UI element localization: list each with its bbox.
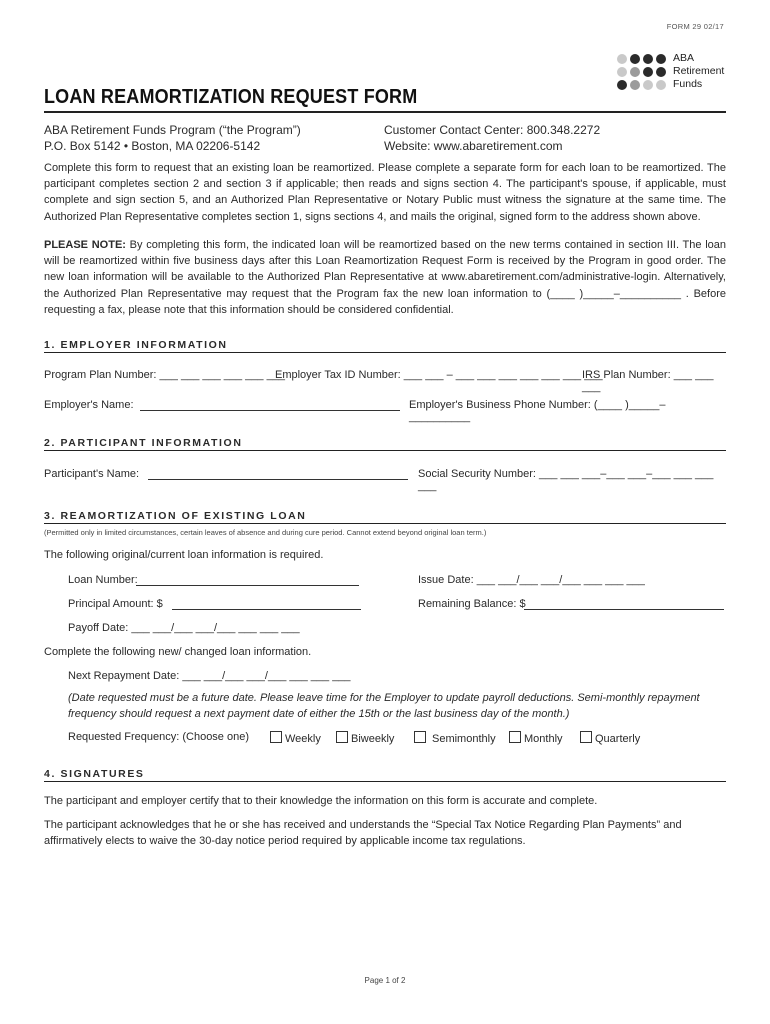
section-1-heading: 1. EMPLOYER INFORMATION <box>44 339 726 353</box>
employer-name-field[interactable] <box>140 399 400 411</box>
employer-tax-id-field[interactable]: Employer Tax ID Number: ___ ___ – ___ ___ ___ ___ ___ ___ ___ <box>275 369 603 381</box>
employer-name-row <box>44 399 726 423</box>
issue-date-field[interactable]: Issue Date: ___ ___/___ ___/___ ___ ___ ___ <box>418 574 645 586</box>
biweekly-checkbox[interactable] <box>336 731 348 743</box>
principal-amount-label: Principal Amount: $ <box>68 598 163 610</box>
participant-row <box>44 468 726 492</box>
principal-row <box>68 598 726 610</box>
semimonthly-label: Semimonthly <box>432 733 496 745</box>
option-biweekly[interactable] <box>336 731 394 745</box>
participant-name-field[interactable] <box>148 468 408 480</box>
option-semimonthly[interactable] <box>414 731 496 745</box>
option-quarterly[interactable] <box>580 731 640 745</box>
employer-numbers-row <box>44 369 726 393</box>
frequency-row <box>68 731 726 743</box>
contact-info <box>384 122 600 154</box>
semimonthly-checkbox[interactable] <box>414 731 426 743</box>
logo-text <box>673 52 724 91</box>
logo-line-1: ABA <box>673 52 695 64</box>
option-monthly[interactable] <box>509 731 563 745</box>
irs-plan-number-field[interactable]: IRS Plan Number: ___ ___ ___ <box>582 369 714 393</box>
loan-number-row <box>68 574 726 586</box>
principal-amount-field[interactable] <box>172 598 361 610</box>
logo-line-2: Retirement <box>673 65 725 77</box>
page-number: Page 1 of 2 <box>364 976 406 985</box>
biweekly-label: Biweekly <box>351 733 395 745</box>
monthly-checkbox[interactable] <box>509 731 521 743</box>
section-2-heading: 2. PARTICIPANT INFORMATION <box>44 437 726 451</box>
new-loan-info-text: Complete the following new/ changed loan information. <box>44 646 312 658</box>
program-plan-number-field[interactable]: Program Plan Number: ___ ___ ___ ___ ___ ___ <box>44 369 285 381</box>
address-line-2: P.O. Box 5142 • Boston, MA 02206-5142 <box>44 139 261 153</box>
section-3-heading: 3. REAMORTIZATION OF EXISTING LOAN <box>44 510 726 524</box>
loan-number-field[interactable] <box>136 574 359 586</box>
frequency-label: Requested Frequency: (Choose one) <box>68 731 249 743</box>
weekly-label: Weekly <box>285 733 321 745</box>
required-info-text: The following original/current loan information is required. <box>44 549 324 561</box>
option-weekly[interactable] <box>270 731 321 745</box>
address-line-1: ABA Retirement Funds Program (“the Program”) <box>44 123 301 137</box>
title-divider <box>44 111 726 113</box>
date-note: (Date requested must be a future date. Please leave time for the Employer to update payroll deductions. Semi-monthly repayment frequency should request a next payment date of either the 15th or the last business day of the month.) <box>68 692 700 720</box>
contact-website: Website: www.abaretirement.com <box>384 139 563 153</box>
loan-number-label: Loan Number: <box>68 574 138 586</box>
employer-name-label: Employer's Name: <box>44 399 134 411</box>
please-note-paragraph <box>44 237 726 318</box>
quarterly-checkbox[interactable] <box>580 731 592 743</box>
intro-paragraph: Complete this form to request that an existing loan be reamortized. Please complete a separate form for each loan to be reamortized. The participant completes section 2 and section 3 if applicable; then reads and signs section 4. The participant's spouse, if applicable, must complete and sign section 5, and an Authorized Plan Representative or Notary Public must witness the signature at the same time. The Authorized Plan Representative completes section 1, signs sections 4, and mails the original, signed form to the address shown above. <box>44 162 726 223</box>
participant-name-label: Participant's Name: <box>44 468 140 480</box>
form-code: FORM 29 02/17 <box>666 22 724 31</box>
page-title: LOAN REAMORTIZATION REQUEST FORM <box>44 86 418 108</box>
section-4-heading: 4. SIGNATURES <box>44 768 726 782</box>
weekly-checkbox[interactable] <box>270 731 282 743</box>
program-address <box>44 122 301 154</box>
contact-phone: Customer Contact Center: 800.348.2272 <box>384 123 601 137</box>
payoff-date-field[interactable]: Payoff Date: ___ ___/___ ___/___ ___ ___ ___ <box>68 622 300 634</box>
certify-text: The participant and employer certify that to their knowledge the information on this form is accurate and complete. <box>44 795 598 807</box>
next-repayment-date-field[interactable]: Next Repayment Date: ___ ___/___ ___/___ ___ ___ ___ <box>68 670 351 682</box>
remaining-balance-field[interactable] <box>524 598 724 610</box>
monthly-label: Monthly <box>524 733 563 745</box>
aba-logo <box>617 54 737 106</box>
section-3-subnote: (Permitted only in limited circumstances, certain leaves of absence and during cure period. Cannot extend beyond original loan term.) <box>44 528 487 537</box>
remaining-balance-label: Remaining Balance: $ <box>418 598 526 610</box>
ssn-field[interactable]: Social Security Number: ___ ___ ___–___ ___–___ ___ ___ ___ <box>418 468 714 492</box>
employer-phone-field[interactable]: Employer's Business Phone Number: (____ )_____–__________ <box>409 399 666 423</box>
quarterly-label: Quarterly <box>595 733 641 745</box>
please-note-text: By completing this form, the indicated loan will be reamortized based on the new terms contained in section III. The loan will be reamortized within five business days after this Loan Reamortization Request Form is received by the Program in good order. The new loan information will be available to the Authorized Plan Representative at www.abaretirement.com/administrative-login. Alternatively, the Authorized Plan Representative may request that the Program fax the new loan information to (____ )_____–__________ . Before requesting a fax, please note that this information should be considered confidential. <box>44 239 726 316</box>
please-note-label: PLEASE NOTE: <box>44 239 126 251</box>
logo-line-3: Funds <box>673 78 703 90</box>
acknowledge-text: The participant acknowledges that he or she has received and understands the “Special Tax Notice Regarding Plan Payments” and affirmatively elects to waive the 30-day notice period required by applicable income tax regulations. <box>44 819 682 848</box>
